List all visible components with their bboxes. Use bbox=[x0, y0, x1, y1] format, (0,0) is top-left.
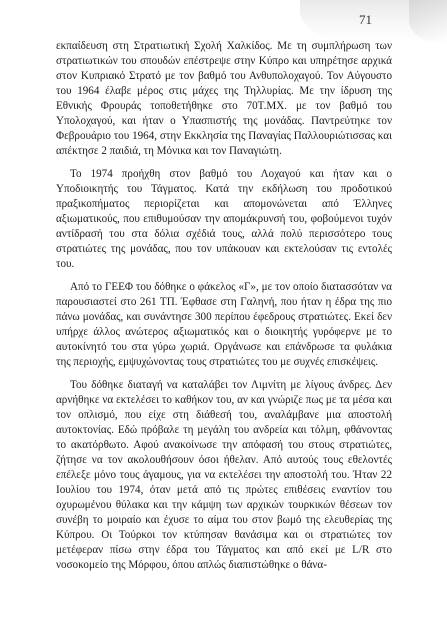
paragraph: Του δόθηκε διαταγή να καταλάβει τον Λιμνίτη με λίγους άνδρες. Δεν αρνήθηκε να εκτελέσει το καθήκον του, αν και γνώριζε πως με τα μέσα και τον οπλισμό, που είχε στη διάθεσή του, αναλάμβανε μια αποστολή αυτοκτονίας. Εδώ πρόβαλε τη μεγάλη του ανδρεία και τόλμη, φθάνοντας το ακατόρθωτο. Αφού ανακοίνωσε την απόφασή του στους στρατιώτες, ζήτησε να τον ακολουθήσουν όσοι ήθελαν. Από αυτούς τους εθελοντές επέλεξε μόνο τους άγαμους, για να εκτελέσει την αποστολή του. Ήταν 22 Ιουλίου του 1974, όταν μετά από τις πρώτες επιθέσεις εναντίον του οχυρωμένου θύλακα και την κάμψη των αρχικών τουρκικών θέσεων τον συνέβη το μοιραίο και έχυσε το αίμα του στον βωμό της ελευθερίας της Κύπρου. Οι Τούρκοι τον κτύπησαν θανάσιμα και οι στρατιώτες τον μετέφεραν πίσω στην έδρα του Τάγματος και από εκεί με L/R στο νοσοκομείο της Μόρφου, όπου απλώς διαπιστώθηκε ο θάνα- bbox=[56, 378, 392, 572]
body-text bbox=[56, 39, 392, 581]
paragraph: Το 1974 προήχθη στον βαθμό του Λοχαγού και ήταν και ο Υποδιοικητής του Τάγματος. Κατά την εκδήλωση του προδοτικού πραξικοπήματος περιορίζεται και απομονώνεται από Έλληνες αξιωματικούς, που επιθυμούσαν την απομάκρυνσή του, φοβούμενοι τυχόν αντίδρασή του στα δόλια σχέδιά τους, αλλά πολύ περισσότερο τους στρατιώτες της μονάδας, που τον υπάκουαν και εκτελούσαν τις εντολές του. bbox=[56, 167, 392, 271]
page-curl-decoration bbox=[300, 0, 447, 42]
paragraph: Από το ΓΕΕΦ του δόθηκε ο φάκελος «Γ», με τον οποίο διατασσόταν να παρουσιαστεί στο 261 ΤΠ. Έφθασε στη Γαληνή, που ήταν η έδρα της πιο πάνω μονάδας, και συνάντησε 300 περίπου έφεδρους στρατιώτες. Εκεί δεν υπήρχε άλλος ανώτερος αξιωματικός και ο διοικητής γυρόφερνε με το αυτοκίνητό του στα γύρω χωριά. Οργάνωσε και επάνδρωσε τα φυλάκια της περιοχής, εμψυχώνοντας τους στρατιώτες του με συχνές επισκέψεις. bbox=[56, 280, 392, 369]
page-number: 71 bbox=[359, 12, 372, 27]
paragraph: εκπαίδευση στη Στρατιωτική Σχολή Χαλκίδος. Με τη συμπλήρωση των στρατιωτικών του σπουδών επέστρεψε στην Κύπρο και υπηρέτησε αρχικά στον Κυπριακό Στρατό με τον βαθμό του Ανθυπολοχαγού. Τον Αύγουστο του 1964 έλαβε μέρος στις μάχες της Τηλλυρίας. Με την ίδρυση της Εθνικής Φρουράς τοποθετήθηκε στο 70Τ.ΜΧ. με τον βαθμό του Υπολοχαγού, και ήταν ο Υπασπιστής της μονάδας. Παντρεύτηκε τον Φεβρουάριο του 1964, στην Εκκλησία της Παναγίας Παλλουριώτισσας και απέκτησε 2 παιδιά, τη Μόνικα και τον Παναγιώτη. bbox=[56, 40, 392, 158]
